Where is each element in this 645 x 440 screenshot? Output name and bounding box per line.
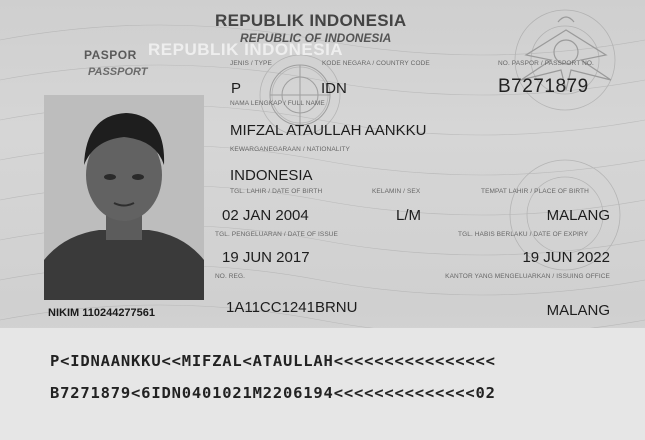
ghost-watermark-text: REPUBLIK INDONESIA (148, 40, 344, 59)
country-name-en: REPUBLIC OF INDONESIA (240, 31, 392, 45)
value-reg-no: 1A11CC1241BRNU (226, 299, 358, 316)
country-name: REPUBLIK INDONESIA (215, 11, 407, 30)
label-passport-no: NO. PASPOR / PASSPORT NO. (498, 60, 594, 67)
value-doi: 19 JUN 2017 (222, 249, 310, 266)
value-dob: 02 JAN 2004 (222, 207, 309, 224)
holder-photo (44, 95, 204, 300)
label-nationality: KEWARGANEGARAAN / NATIONALITY (230, 146, 350, 153)
label-full-name: NAMA LENGKAP / FULL NAME (230, 100, 325, 107)
label-type: JENIS / TYPE (230, 60, 272, 67)
label-doi: TGL. PENGELUARAN / DATE OF ISSUE (215, 231, 338, 238)
portrait-silhouette-icon (44, 95, 204, 300)
mrz-line-2: B7271879<6IDN0401021M2206194<<<<<<<<<<<<<<02 (50, 384, 496, 402)
label-dob: TGL. LAHIR / DATE OF BIRTH (230, 188, 323, 195)
value-country-code: IDN (321, 80, 347, 97)
label-doe: TGL. HABIS BERLAKU / DATE OF EXPIRY (458, 231, 589, 238)
label-pob: TEMPAT LAHIR / PLACE OF BIRTH (481, 188, 589, 195)
value-full-name: MIFZAL ATAULLAH AANKKU (230, 122, 427, 139)
value-issuing-office: MALANG (546, 302, 610, 319)
label-sex: KELAMIN / SEX (372, 188, 421, 195)
value-pob: MALANG (546, 207, 610, 224)
value-type: P (231, 80, 242, 97)
label-issuing-office: KANTOR YANG MENGELUARKAN / ISSUING OFFICE (445, 273, 610, 280)
mrz-line-1: P<IDNAANKKU<<MIFZAL<ATAULLAH<<<<<<<<<<<<<<<< (50, 352, 496, 370)
document-type-title: PASPOR (84, 48, 137, 62)
label-country-code: KODE NEGARA / COUNTRY CODE (322, 60, 430, 67)
value-doe: 19 JUN 2022 (522, 249, 610, 266)
nikim-number: NIKIM 110244277561 (48, 307, 156, 319)
value-sex: L/M (396, 207, 422, 224)
value-nationality: INDONESIA (230, 167, 313, 184)
label-reg-no: NO. REG. (215, 273, 246, 280)
document-type-title-en: PASSPORT (88, 66, 148, 78)
value-passport-no: B7271879 (498, 76, 589, 97)
